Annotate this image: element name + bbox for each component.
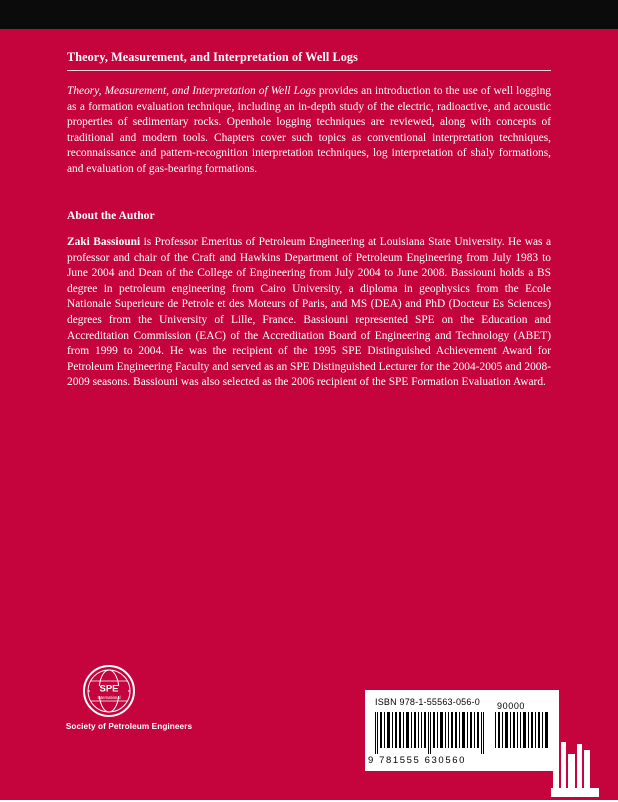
book-description [67, 84, 551, 178]
ean-number-text: 9 781555 630560 [368, 755, 466, 766]
svg-text:SPE: SPE [99, 683, 119, 695]
barcode-addon-digits: 90000 [497, 701, 526, 711]
author-bio: is Professor Emeritus of Petroleum Engineering at Louisiana State University. He was a professor and chair of the Craft and Hawkins Department of Petroleum Engineering from July 1983 to June 2004 and Dean of the College of Engineering from July 2004 to June 2008. Bassiouni holds a BS degree in petroleum engineering from Cairo University, a diploma in geophysics from the Ecole Nationale Superieure de Petrole et des Moteurs of Paris, and MS (DEA) and PhD (Docteur Es Sciences) degrees from the University of Lille, France. Bassiouni represented SPE on the Education and Accreditation Commission (EAC) of the Accreditation Board of Engineering and Technology (ABET) from 1999 to 2004. He was the recipient of the 1995 SPE Distinguished Achievement Award for Petroleum Engineering Faculty and served as an SPE Distinguished Lecturer for the 2004-2005 and 2008-2009 seasons. Bassiouni was also selected as the 2006 recipient of the SPE Formation Evaluation Award. [67, 236, 551, 389]
books-decoration-icon [551, 740, 599, 802]
ean5-addon-barcode [495, 712, 550, 748]
top-black-band [0, 0, 618, 29]
spe-organization-label: Society of Petroleum Engineers [65, 722, 193, 731]
isbn-label: ISBN 978-1-55563-056-0 [375, 697, 480, 707]
cover-panel [0, 29, 618, 800]
book-description-title: Theory, Measurement, and Interpretation of Well Logs [67, 85, 316, 97]
spe-seal-icon [83, 665, 135, 717]
about-author-heading: About the Author [67, 209, 155, 222]
ean13-barcode [375, 712, 487, 754]
book-description-body: provides an introduction to the use of well logging as a formation evaluation technique, including an in-depth study of the electric, radioactive, and acoustic properties of sedimentary rocks. Openhole logging techniques are reviewed, along with concepts of traditional and modern tools. Chapters cover such topics as conventional interpretation techniques, reconnaissance and pattern-recognition interpretation techniques, log interpretation of shaly formations, and evaluation of gas-bearing formations. [67, 85, 551, 175]
page-title: Theory, Measurement, and Interpretation of Well Logs [67, 50, 358, 64]
about-author-text [67, 235, 551, 391]
author-name: Zaki Bassiouni [67, 236, 141, 248]
spe-logo [59, 665, 199, 745]
svg-text:International: International [97, 695, 121, 700]
title-divider [67, 70, 551, 71]
